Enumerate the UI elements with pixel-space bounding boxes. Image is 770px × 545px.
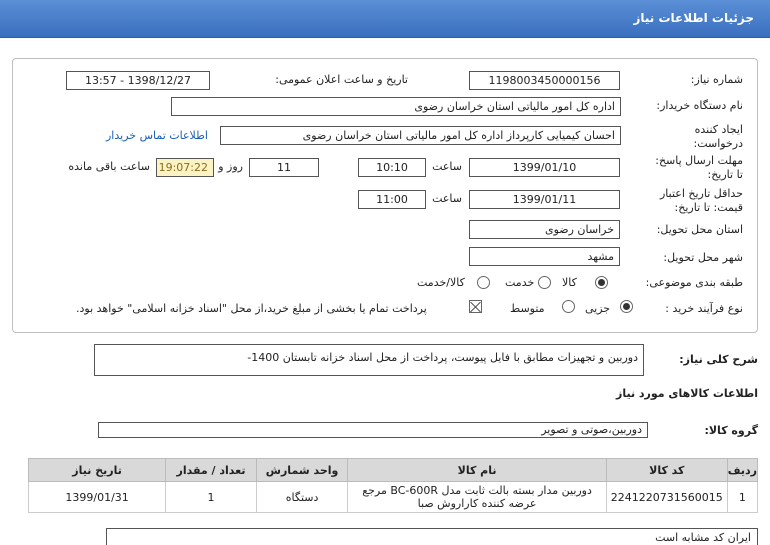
deadline-date-field: 1399/01/10: [469, 158, 620, 177]
announce-datetime-field: 1398/12/27 - 13:57: [66, 71, 210, 90]
process-type-label: نوع فرآیند خرید :: [665, 302, 743, 315]
cell-unit: دستگاه: [256, 482, 348, 513]
col-qty-header: تعداد / مقدار: [166, 459, 257, 482]
city-label: شهر محل تحویل:: [663, 251, 743, 264]
col-date-header: تاریخ نیاز: [29, 459, 166, 482]
cell-qty: 1: [166, 482, 257, 513]
goods-section-title: اطلاعات کالاهای مورد نیاز: [616, 387, 758, 400]
page-title: جزئیات اطلاعات نیاز: [633, 11, 754, 25]
days-remaining-field: 11: [249, 158, 319, 177]
province-label: استان محل تحویل:: [656, 223, 743, 236]
announce-datetime-label: تاریخ و ساعت اعلان عمومی:: [275, 73, 408, 86]
need-number-field: 1198003450000156: [469, 71, 620, 90]
validity-time-label: ساعت: [432, 192, 462, 205]
description-label: شرح کلی نیاز:: [679, 353, 758, 366]
creator-field: احسان کیمیایی کارپرداز اداره کل امور مالیاتی استان خراسان رضوی: [220, 126, 621, 145]
category-goods-service-radio[interactable]: [477, 276, 490, 289]
cell-code: 2241220731560015: [606, 482, 727, 513]
col-unit-header: واحد شمارش: [256, 459, 348, 482]
process-medium-radio[interactable]: [562, 300, 575, 313]
goods-group-label: گروه کالا:: [704, 424, 758, 437]
buyer-contact-link[interactable]: اطلاعات تماس خریدار: [106, 129, 208, 142]
city-field: مشهد: [469, 247, 620, 266]
treasury-payment-note: پرداخت تمام یا بخشی از مبلغ خرید،از محل "اسناد خزانه اسلامی" خواهد بود.: [76, 302, 427, 315]
process-minor-label: جزیی: [585, 302, 611, 315]
col-name-header: نام کالا: [348, 459, 606, 482]
goods-table: [28, 458, 758, 513]
category-service-radio[interactable]: [538, 276, 551, 289]
goods-group-field: دوربین،صوتی و تصویر: [98, 422, 648, 438]
validity-time-field: 11:00: [358, 190, 426, 209]
days-label: روز و: [218, 160, 243, 173]
treasury-payment-checkbox[interactable]: [469, 300, 482, 313]
validity-date-field: 1399/01/11: [469, 190, 620, 209]
col-row-header: ردیف: [727, 459, 757, 482]
deadline-time-field: 10:10: [358, 158, 426, 177]
process-minor-radio[interactable]: [620, 300, 633, 313]
process-medium-label: متوسط: [510, 302, 545, 315]
description-field: دوربین و تجهیزات مطابق با فایل پیوست، پرداخت از محل اسناد خزانه تابستان 1400-: [94, 344, 644, 376]
deadline-label: مهلت ارسال پاسخ: تا تاریخ:: [655, 154, 743, 181]
col-code-header: کد کالا: [606, 459, 727, 482]
category-goods-service-label: کالا/خدمت: [417, 276, 465, 289]
category-goods-label: کالا: [562, 276, 577, 289]
deadline-time-label: ساعت: [432, 160, 462, 173]
creator-label: ایجاد کننده درخواست:: [693, 123, 743, 150]
table-row: [29, 482, 758, 513]
category-goods-radio[interactable]: [595, 276, 608, 289]
validity-label: حداقل تاریخ اعتبار قیمت: تا تاریخ:: [659, 187, 743, 214]
need-number-label: شماره نیاز:: [690, 73, 743, 86]
cell-row: 1: [727, 482, 757, 513]
cell-name: دوربین مدار بسته بالت ثابت مدل BC-600R مرجع عرضه کننده کاراروش صبا: [348, 482, 606, 513]
buyer-label: نام دستگاه خریدار:: [656, 99, 743, 112]
time-remaining-field: 19:07:22: [156, 158, 214, 177]
category-label: طبقه بندی موضوعی:: [645, 276, 743, 289]
category-service-label: خدمت: [505, 276, 535, 289]
cell-date: 1399/01/31: [29, 482, 166, 513]
table-header-row: [29, 459, 758, 482]
notes-field: ایران کد مشابه است: [106, 528, 758, 545]
province-field: خراسان رضوی: [469, 220, 620, 239]
buyer-field: اداره کل امور مالیاتی استان خراسان رضوی: [171, 97, 621, 116]
page-header: [0, 0, 770, 38]
time-remaining-label: ساعت باقی مانده: [68, 160, 150, 173]
